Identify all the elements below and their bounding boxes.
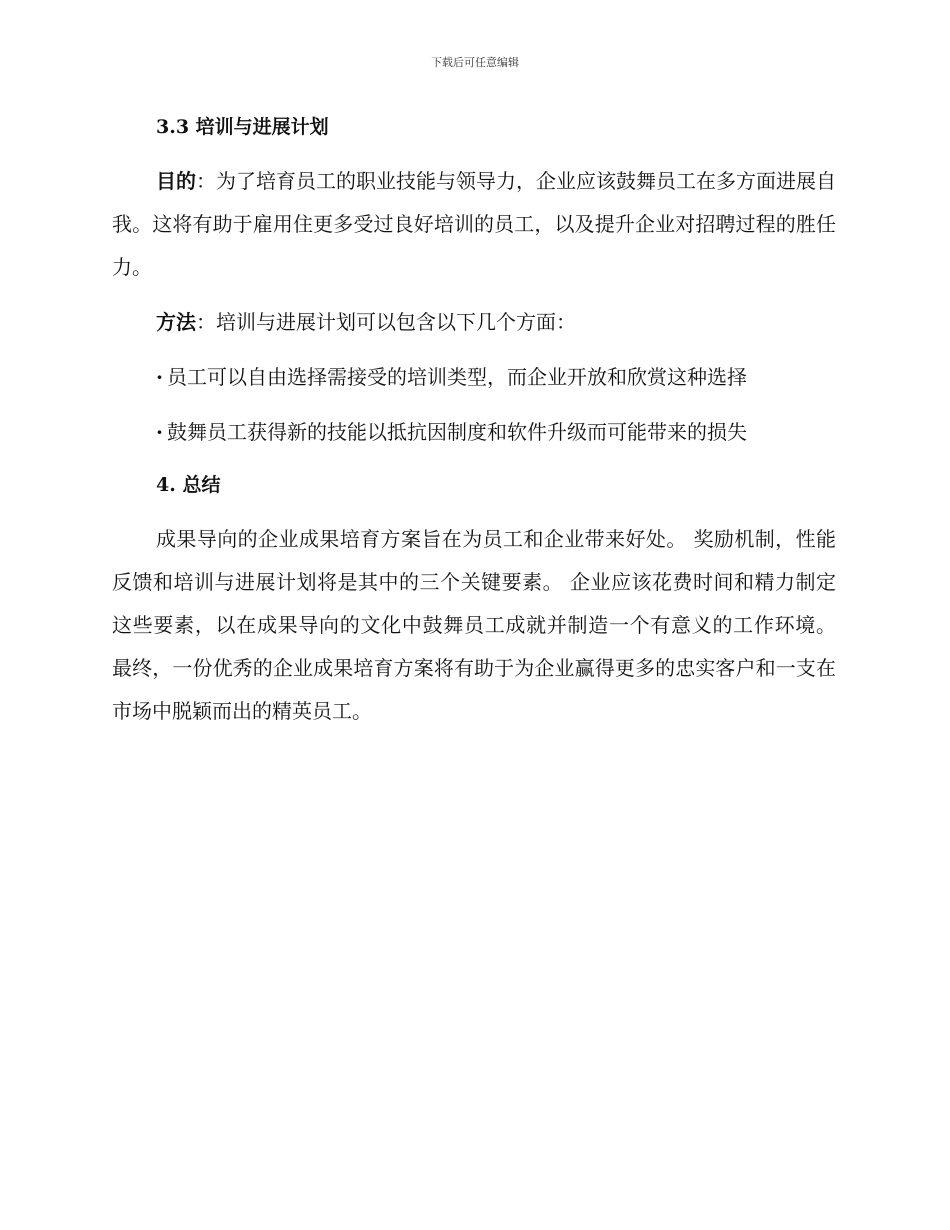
method-text: ：培训与进展计划可以包含以下几个方面： — [196, 310, 576, 334]
method-label: 方法 — [156, 310, 196, 334]
bullet-dot: · — [156, 420, 163, 444]
section-heading-3-3: 3.3 培训与进展计划 — [156, 116, 329, 138]
bullet-item — [112, 356, 836, 399]
summary-paragraph: 成果导向的企业成果培育方案旨在为员工和企业带来好处。 奖励机制，性能反馈和培训与进展计划将是其中的三个关键要素。 企业应该花费时间和精力制定这些要素，以在成果导向的文化中鼓舞员工成就并制造一个有意义的工作环境。 最终，一份优秀的企业成果培育方案将有助于为企业赢得更多的忠实客户和一支在市场中脱颖而出的精英员工。 — [112, 527, 836, 723]
bullet-text: 员工可以自由选择需接受的培训类型，而企业开放和欣赏这种选择 — [166, 365, 747, 389]
bullet-text: 鼓舞员工获得新的技能以抵抗因制度和软件升级而可能带来的损失 — [166, 420, 747, 444]
purpose-text: ：为了培育员工的职业技能与领导力，企业应该鼓舞员工在多方面进展自我。这将有助于雇用住更多受过良好培训的员工，以及提升企业对招聘过程的胜任力。 — [112, 169, 836, 279]
method-paragraph — [112, 301, 836, 344]
document-body — [112, 108, 836, 745]
bullet-dot: · — [156, 365, 163, 389]
bullet-item — [112, 411, 836, 454]
purpose-paragraph — [112, 160, 836, 289]
section-heading-4: 4. 总结 — [156, 474, 221, 496]
page-header: 下载后可任意编辑 — [431, 56, 519, 69]
purpose-label: 目的 — [156, 169, 196, 193]
